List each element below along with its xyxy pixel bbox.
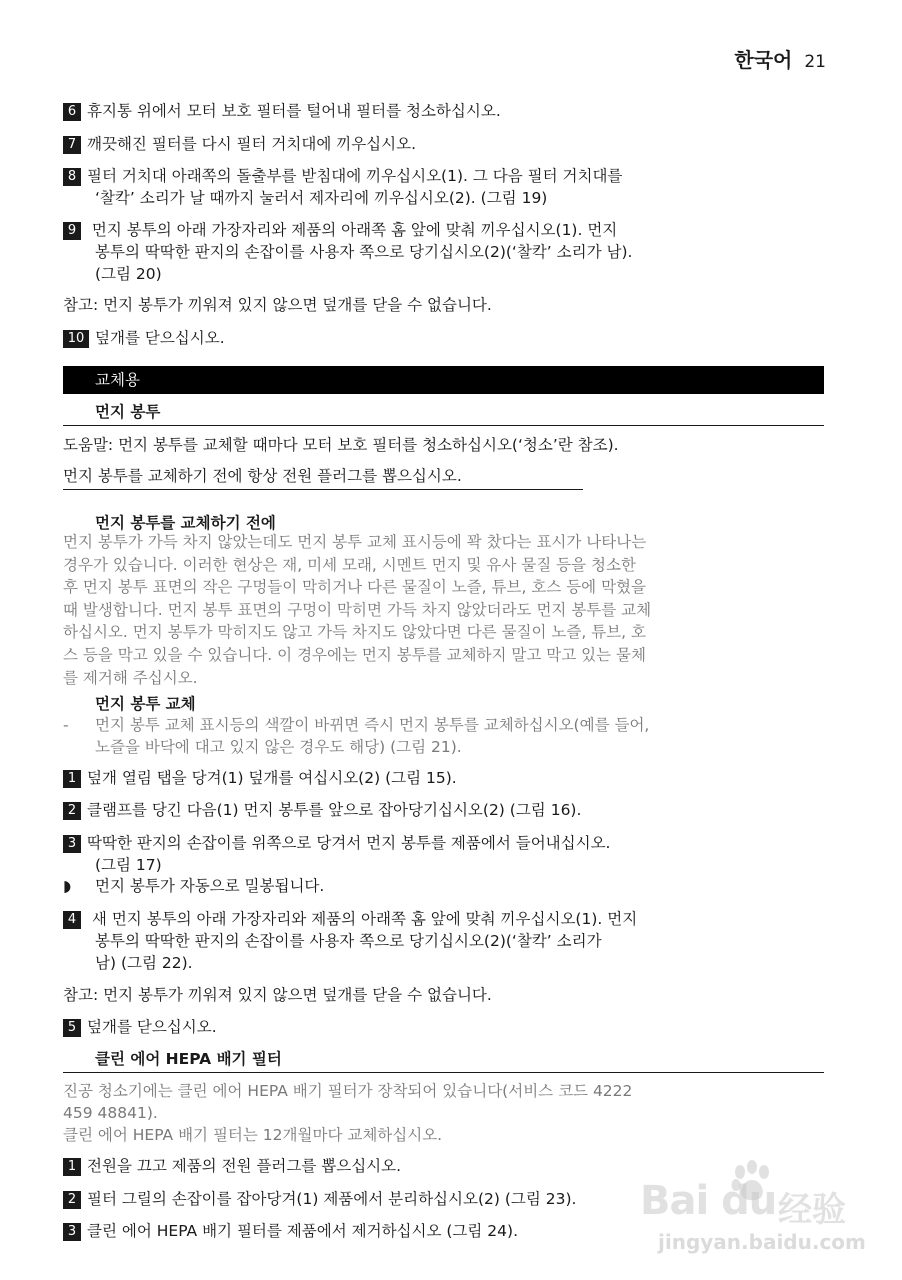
replace-step-5: [63, 1016, 833, 1038]
step-text: 덮개 열림 탭을 당겨(1) 덮개를 여십시오(2) (그림 15).: [87, 769, 457, 787]
step-number: 8: [63, 168, 81, 186]
step-number: 6: [63, 103, 81, 121]
step-text: 덮개를 닫으십시오.: [87, 1018, 217, 1036]
step-number: 3: [63, 835, 81, 853]
warning-text: 먼지 봉투를 교체하기 전에 항상 전원 플러그를 뽑으십시오.: [63, 465, 583, 490]
dash-marker: -: [63, 716, 69, 734]
paragraph-line: 진공 청소기에는 클린 에어 HEPA 배기 필터가 장착되어 있습니다(서비스 코드 4222: [63, 1082, 633, 1100]
step-text: 봉투의 딱딱한 판지의 손잡이를 사용자 쪽으로 당기십시오(2)(‘찰칵’ 소리가 남).: [95, 243, 633, 261]
step-10: [63, 327, 833, 349]
section-band-replacement: 교체용: [63, 366, 824, 394]
step-text: 봉투의 딱딱한 판지의 손잡이를 사용자 쪽으로 당기십시오(2)(‘찰칵’ 소리가: [95, 932, 602, 950]
step-text: 깨끗해진 필터를 다시 필터 거치대에 끼우십시오.: [87, 135, 417, 153]
step-text: 필터 그릴의 손잡이를 잡아당겨(1) 제품에서 분리하십시오(2) (그림 23).: [87, 1190, 577, 1208]
paragraph-line: 하십시오. 먼지 봉투가 막히지도 않고 가득 차지도 않았다면 다른 물질이 노즐, 튜브, 호: [63, 623, 646, 642]
paragraph-line: 먼지 봉투가 가득 차지 않았는데도 먼지 봉투 교체 표시등에 꽉 찼다는 표시가 나타나는: [63, 533, 647, 551]
step-8: [63, 165, 833, 209]
step-text: 덮개를 닫으십시오.: [95, 329, 225, 347]
subhead-hepa-filter: 클린 에어 HEPA 배기 필터: [63, 1047, 824, 1073]
replace-step-2: [63, 799, 833, 821]
step-text: 먼지 봉투의 아래 가장자리와 제품의 아래쪽 홈 앞에 맞춰 끼우십시오(1). 먼지: [87, 221, 618, 239]
result-line: [63, 875, 833, 897]
replace-bag-bullet: [63, 714, 833, 758]
paragraph-line: 를 제거해 주십시오.: [63, 668, 198, 687]
hepa-paragraph: [63, 1080, 833, 1146]
bullet-text: 먼지 봉투 교체 표시등의 색깔이 바뀌면 즉시 먼지 봉투를 교체하십시오(예를 들어,: [95, 716, 650, 734]
step-number: 4: [63, 911, 81, 929]
step-number: 9: [63, 222, 81, 240]
before-replace-paragraph: [63, 531, 833, 689]
step-9: [63, 219, 833, 285]
subhead-dust-bag: 먼지 봉투: [63, 400, 824, 426]
language-label: 한국어: [734, 48, 793, 72]
step-text: 휴지통 위에서 모터 보호 필터를 털어내 필터를 청소하십시오.: [87, 102, 501, 120]
step-text: 딱딱한 판지의 손잡이를 위쪽으로 당겨서 먼지 봉투를 제품에서 들어내십시오.: [87, 834, 611, 852]
step-number: 1: [63, 1158, 81, 1176]
step-text: 필터 거치대 아래쪽의 돌출부를 받침대에 끼우십시오(1). 그 다음 필터 거치대를: [87, 167, 623, 185]
paragraph-line: 459 48841).: [63, 1104, 158, 1122]
replace-step-4: [63, 908, 833, 974]
replace-bag-heading: 먼지 봉투 교체: [95, 695, 196, 713]
step-7: [63, 133, 833, 155]
step-number: 2: [63, 1191, 81, 1209]
watermark-cn: 经验: [778, 1190, 846, 1230]
before-replace-heading: 먼지 봉투를 교체하기 전에: [95, 514, 276, 532]
step-text: 전원을 끄고 제품의 전원 플러그를 뽑으십시오.: [87, 1157, 402, 1175]
step-text: (그림 17): [95, 856, 162, 874]
paragraph-line: 때 발생합니다. 먼지 봉투 표면의 구멍이 막히면 가득 차지 않았더라도 먼지 봉투를 교체: [63, 600, 652, 619]
step-number: 10: [63, 330, 89, 348]
step-text: ‘찰칵’ 소리가 날 때까지 눌러서 제자리에 끼우십시오(2). (그림 19): [95, 189, 548, 207]
step-text: (그림 20): [95, 265, 162, 283]
watermark-logo: Bai du: [640, 1178, 777, 1224]
page-number: 21: [804, 52, 826, 72]
page-header: [734, 44, 826, 73]
step-number: 5: [63, 1019, 81, 1037]
bullet-text: 노즐을 바닥에 대고 있지 않은 경우도 해당) (그림 21).: [95, 738, 462, 756]
result-text: 먼지 봉투가 자동으로 밀봉됩니다.: [95, 877, 325, 895]
paragraph-line: 경우가 있습니다. 이러한 현상은 재, 미세 모래, 시멘트 먼지 및 유사 물질 등을 청소한: [63, 555, 636, 574]
step-text: 새 먼지 봉투의 아래 가장자리와 제품의 아래쪽 홈 앞에 맞춰 끼우십시오(1). 먼지: [87, 910, 638, 928]
baidu-watermark: [640, 1158, 880, 1268]
tip-text: 도움말: 먼지 봉투를 교체할 때마다 모터 보호 필터를 청소하십시오(‘청소’란 참조).: [63, 436, 619, 454]
step-number: 7: [63, 136, 81, 154]
watermark-url: jingyan.baidu.com: [658, 1230, 866, 1254]
note-lid: 참고: 먼지 봉투가 끼워져 있지 않으면 덮개를 닫을 수 없습니다.: [63, 296, 492, 314]
note-lid-2: 참고: 먼지 봉투가 끼워져 있지 않으면 덮개를 닫을 수 없습니다.: [63, 986, 492, 1004]
step-number: 1: [63, 770, 81, 788]
step-text: 남) (그림 22).: [95, 954, 193, 972]
step-text: 클램프를 당긴 다음(1) 먼지 봉투를 앞으로 잡아당기십시오(2) (그림 16).: [87, 801, 582, 819]
replace-step-3: [63, 832, 833, 876]
step-6: [63, 100, 833, 122]
result-marker-icon: ◗: [63, 877, 72, 895]
paragraph-line: 스 등을 막고 있을 수 있습니다. 이 경우에는 먼지 봉투를 교체하지 말고 막고 있는 물체: [63, 645, 646, 664]
step-number: 2: [63, 802, 81, 820]
paragraph-line: 클린 에어 HEPA 배기 필터는 12개월마다 교체하십시오.: [63, 1126, 443, 1144]
step-number: 3: [63, 1223, 81, 1241]
replace-step-1: [63, 767, 833, 789]
step-text: 클린 에어 HEPA 배기 필터를 제품에서 제거하십시오 (그림 24).: [87, 1222, 519, 1240]
paragraph-line: 후 먼지 봉투 표면의 작은 구멍들이 막히거나 다른 물질이 노즐, 튜브, 호스 등에 막혔을: [63, 578, 646, 597]
